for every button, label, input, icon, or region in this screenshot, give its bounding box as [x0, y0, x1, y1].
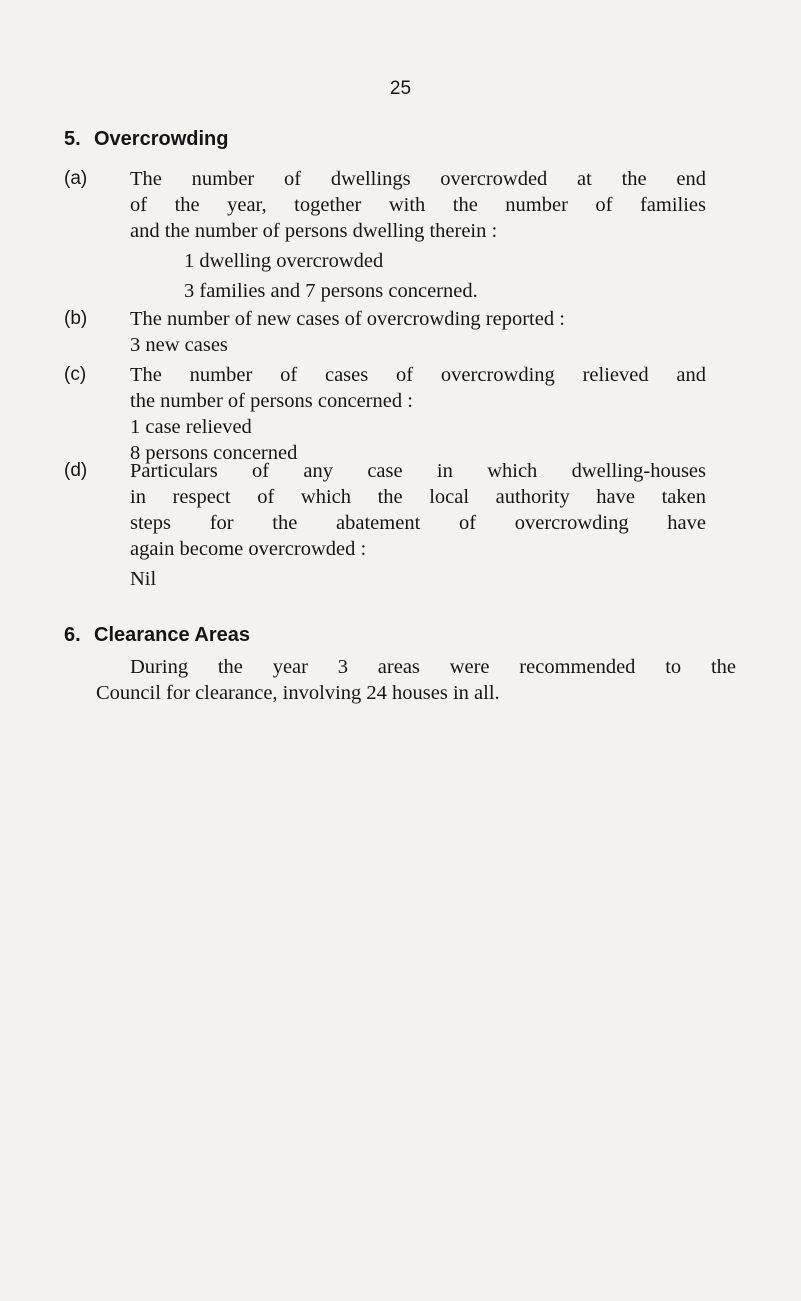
item-answer: 8 persons concerned: [130, 442, 298, 464]
item-answer: 1 case relieved: [130, 416, 252, 438]
section-heading: [64, 128, 228, 151]
page-number: 25: [389, 78, 412, 99]
section-title: Overcrowding: [94, 128, 229, 150]
item-text-line: steps for the abatement of overcrowding have: [130, 512, 706, 534]
section-title: Clearance Areas: [94, 624, 251, 646]
section-number: 5.: [64, 128, 81, 150]
item-label: (d): [64, 460, 88, 481]
paragraph-line: During the year 3 areas were recommended to the: [130, 656, 736, 678]
item-text-line: in respect of which the local authority have taken: [130, 486, 706, 508]
item-text-line: and the number of persons dwelling therein :: [130, 220, 498, 242]
item-text-line: again become overcrowded :: [130, 538, 367, 560]
item-label: (b): [64, 308, 88, 329]
item-text-line: The number of cases of overcrowding relieved and: [130, 364, 706, 386]
item-answer: 3 new cases: [130, 334, 228, 356]
section-number: 6.: [64, 624, 81, 646]
item-answer: Nil: [130, 568, 157, 590]
item-text-line: The number of dwellings overcrowded at the end: [130, 168, 706, 190]
item-text-line: Particulars of any case in which dwelling-houses: [130, 460, 706, 482]
item-label: (c): [64, 364, 87, 385]
item-answer: 3 families and 7 persons concerned.: [184, 280, 478, 302]
paragraph-line: Council for clearance, involving 24 houses in all.: [96, 682, 500, 704]
item-label: (a): [64, 168, 88, 189]
item-answer: 1 dwelling overcrowded: [184, 250, 384, 272]
item-text-line: of the year, together with the number of families: [130, 194, 706, 216]
section-heading: [64, 624, 250, 647]
item-text-line: The number of new cases of overcrowding reported :: [130, 308, 565, 330]
item-text-line: the number of persons concerned :: [130, 390, 413, 412]
